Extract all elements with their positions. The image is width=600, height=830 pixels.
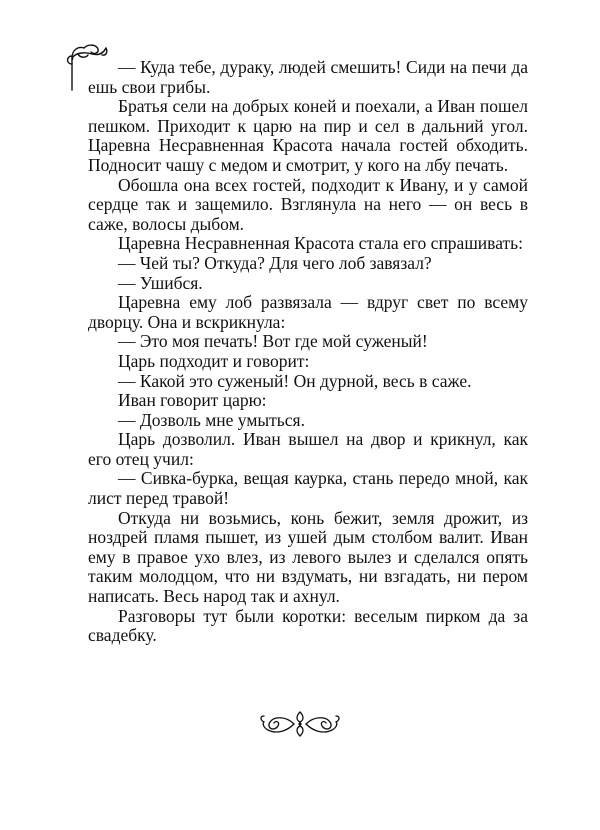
paragraph: Иван говорит царю: xyxy=(118,390,267,411)
paragraph: — Какой это суженый! Он дурной, весь в саже. xyxy=(118,370,472,391)
paragraph: Братья сели на добрых коней и поехали, а Иван пошел пешком. Приходит к царю на пир и сел в дальний угол. Царевна Несравненная Красота начала гостей обходить. Подносит чашу с медом и смотрит, у кого на лбу печать. xyxy=(88,96,528,175)
ornamental-divider xyxy=(258,708,342,740)
paragraph: Царевна Несравненная Красота стала его спрашивать: xyxy=(118,233,524,254)
paragraph: — Ушибся. xyxy=(118,272,203,293)
paragraph: Царевна ему лоб развязала — вдруг свет по всему дворцу. Она и вскрикнула: xyxy=(88,292,528,332)
story-text xyxy=(88,58,528,646)
paragraph: — Сивка-бурка, вещая каурка, стань передо мной, как лист перед травой! xyxy=(88,468,528,509)
paragraph: Царь дозволил. Иван вышел на двор и крикнул, как его отец учил: xyxy=(88,429,528,469)
paragraph: Обошла она всех гостей, подходит к Ивану, и у самой сердце так и защемило. Взглянула на него — он весь в саже, волосы дыбом. xyxy=(88,174,528,234)
paragraph: — Куда тебе, дураку, людей смешить! Сиди на печи да ешь свои грибы. xyxy=(88,57,528,97)
paragraph: — Чей ты? Откуда? Для чего лоб завязал? xyxy=(118,252,432,273)
paragraph: — Дозволь мне умыться. xyxy=(118,409,305,430)
paragraph: — Это моя печать! Вот где мой суженый! xyxy=(118,331,428,352)
paragraph: Откуда ни возьмись, конь бежит, земля дрожит, из ноздрей пламя пышет, из ушей дым столбом валит. Иван ему в правое ухо влез, из левого вылез и сделался опять таким молодцом, что ни вздумать, ни взгадать, ни пером написать. Весь народ так и ахнул. xyxy=(88,507,528,607)
paragraph: Разговоры тут были коротки: веселым пирком да за свадебку. xyxy=(88,605,528,646)
paragraph: Царь подходит и говорит: xyxy=(118,350,310,371)
